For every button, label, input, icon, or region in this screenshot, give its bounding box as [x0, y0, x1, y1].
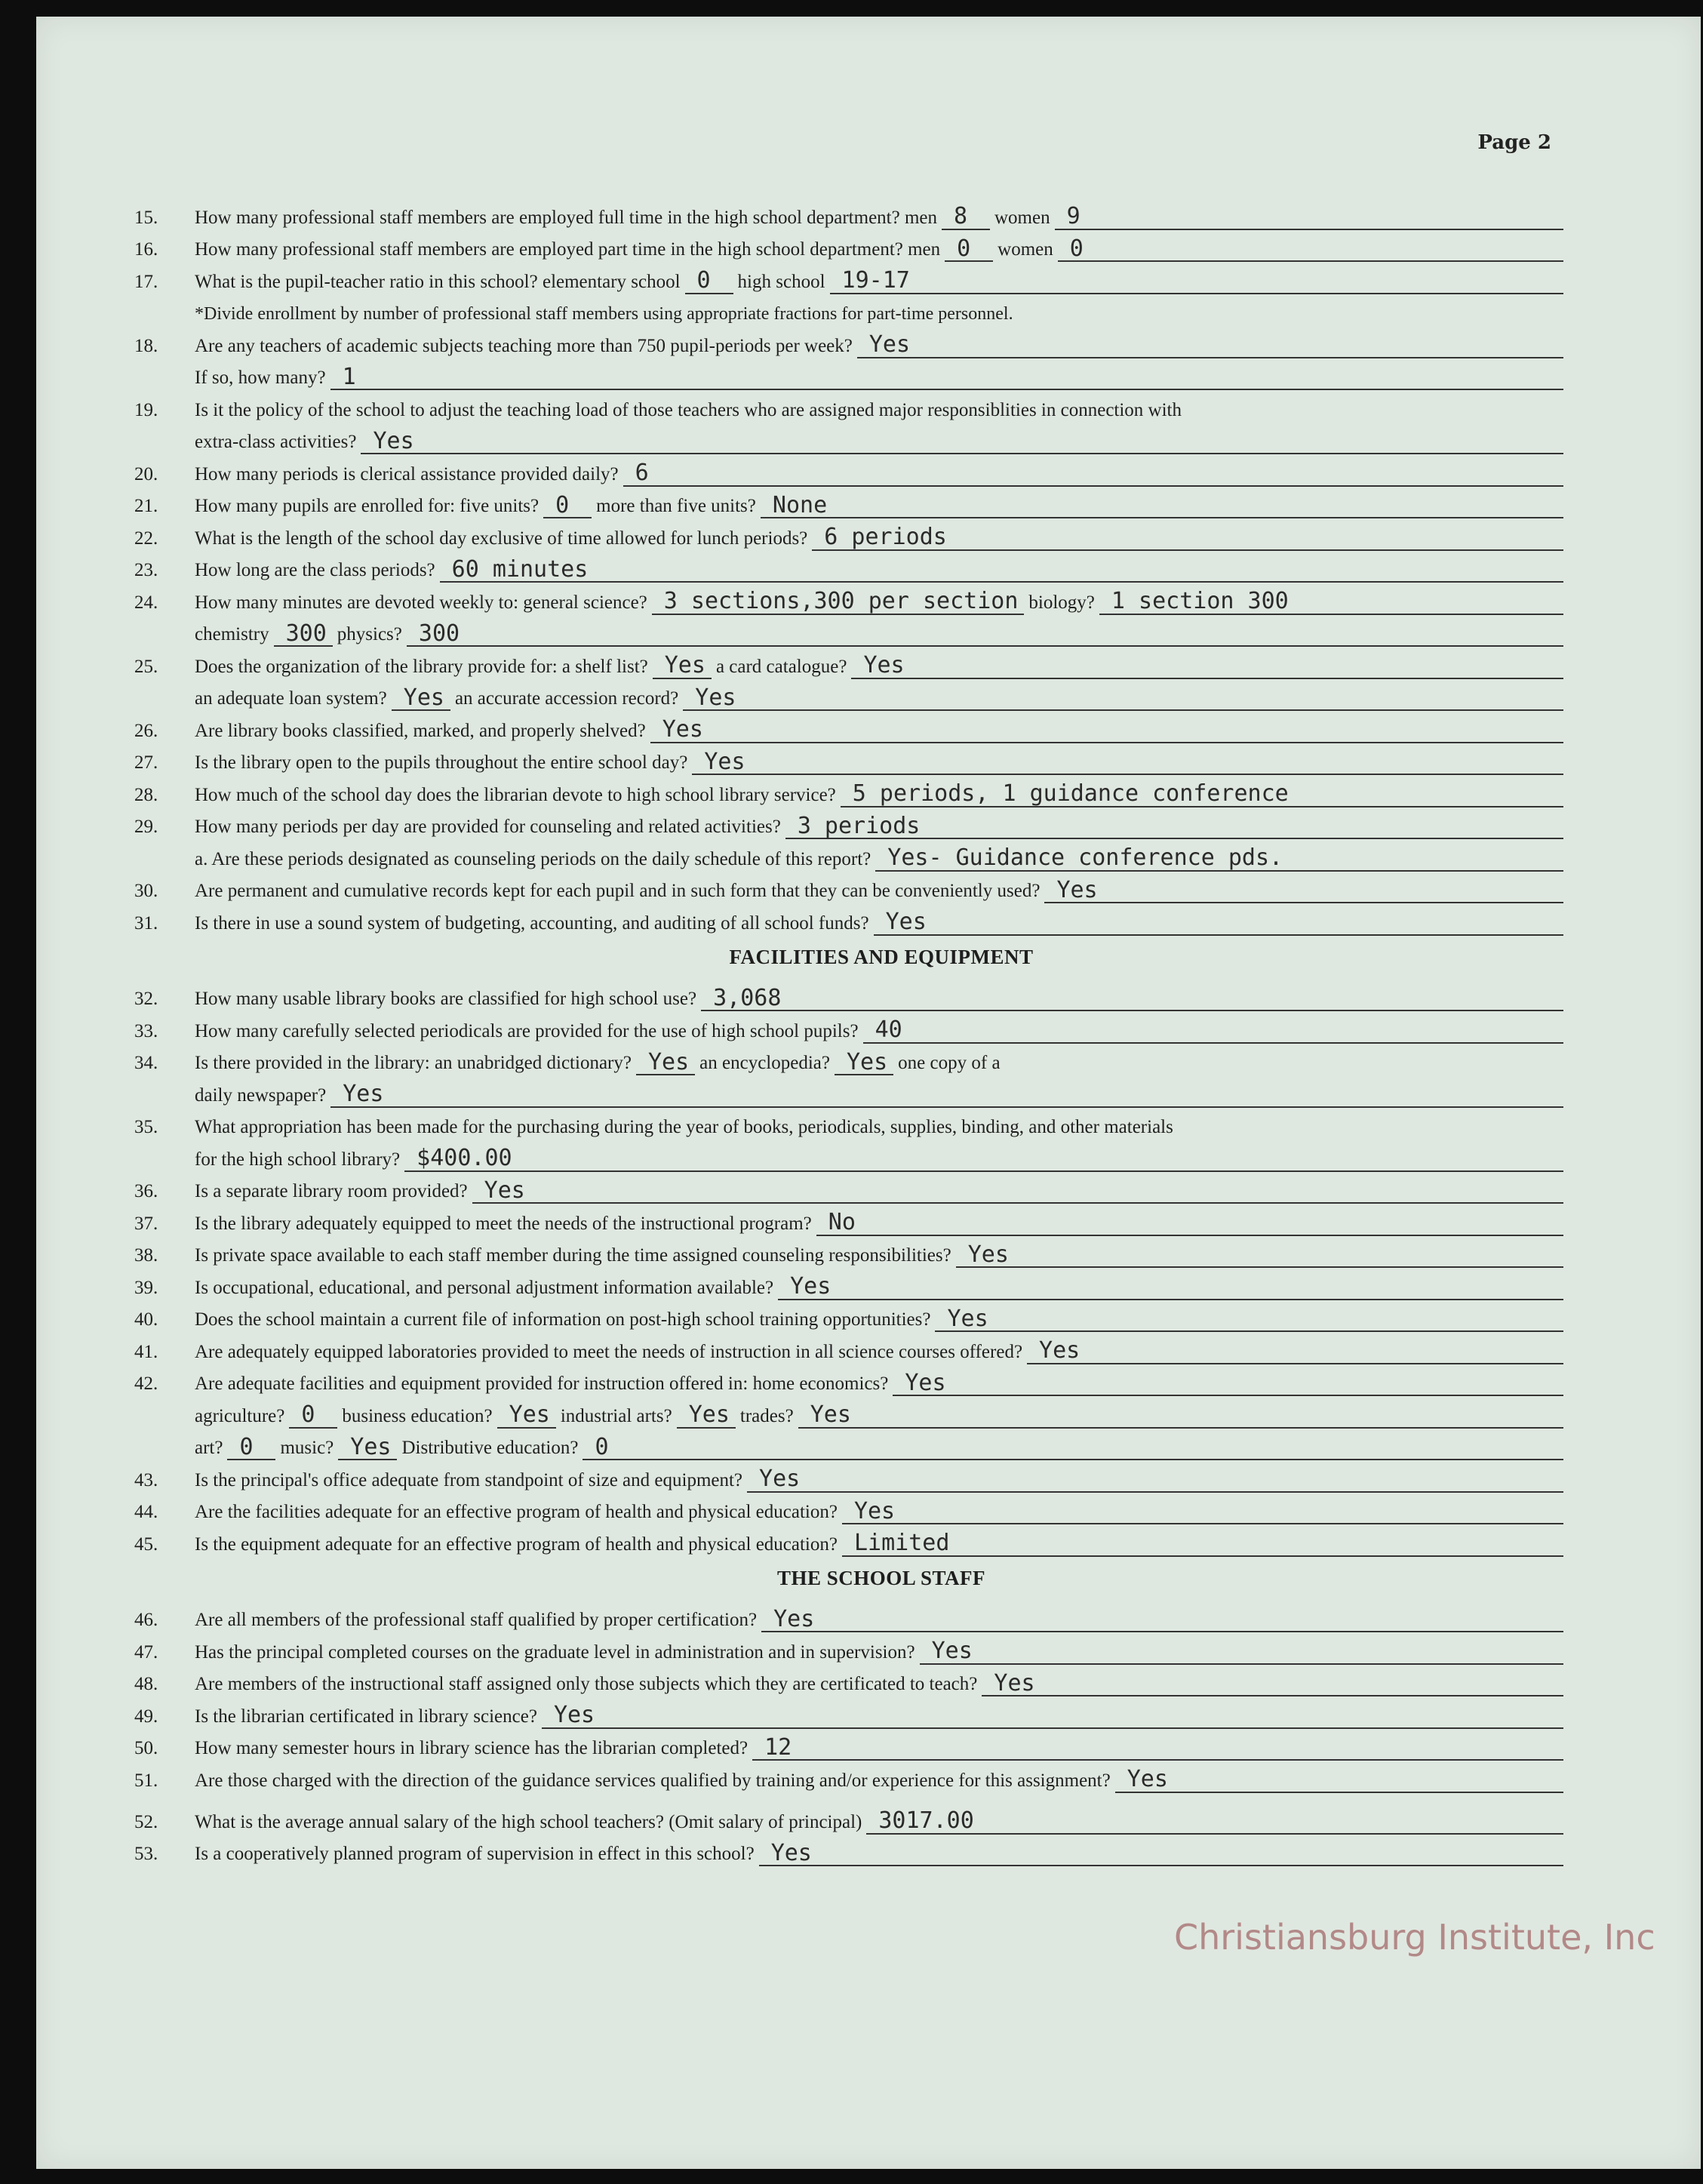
question-text: women [998, 239, 1053, 260]
question-row [134, 1172, 1568, 1204]
answer-field[interactable]: 19-17 [830, 269, 1563, 294]
question-text: trades? [739, 1405, 794, 1426]
question-row [134, 980, 1568, 1012]
question-row [134, 1300, 1568, 1333]
question-text: Is a separate library room provided? [195, 1181, 468, 1201]
answer-field[interactable]: Yes [636, 1050, 695, 1076]
question-row [134, 1108, 1568, 1140]
question-row [134, 1396, 1568, 1429]
question-indent [134, 387, 195, 390]
question-text: Does the school maintain a current file of information on post-high school training opportunities? [195, 1309, 931, 1330]
question-number: 23. [134, 560, 158, 580]
question-text: Distributive education? [401, 1438, 579, 1458]
question-row [134, 518, 1568, 551]
question-text: one copy of a [898, 1053, 1001, 1073]
question-text: Are all members of the professional staff qualified by proper certification? [195, 1610, 758, 1630]
question-text: Are any teachers of academic subjects teaching more than 750 pupil-periods per week? [195, 335, 853, 356]
question-text: a card catalogue? [715, 656, 847, 677]
question-row [134, 647, 1568, 679]
question-row [134, 679, 1568, 712]
question-row [134, 1632, 1568, 1665]
question-text: How many usable library books are classified for high school use? [195, 989, 697, 1009]
question-text: more than five units? [596, 496, 756, 516]
question-row [134, 1696, 1568, 1729]
question-row [134, 1729, 1568, 1761]
question-text: Does the organization of the library provide for: a shelf list? [195, 656, 648, 677]
question-row [134, 1364, 1568, 1397]
answer-field[interactable]: Yes [692, 750, 1563, 776]
answer-field[interactable]: Yes [982, 1672, 1563, 1697]
question-text: How many professional staff members are employed full time in the high school department? men [195, 207, 937, 228]
question-row [134, 807, 1568, 840]
question-row [134, 1332, 1568, 1364]
question-number: 33. [134, 1020, 158, 1041]
question-number: 29. [134, 817, 158, 837]
answer-field[interactable]: 0 [227, 1435, 275, 1461]
question-text: art? [195, 1438, 223, 1458]
answer-field[interactable]: Yes [935, 1307, 1563, 1333]
question-row [134, 1793, 1568, 1835]
question-number: 18. [134, 335, 158, 356]
question-text: Are library books classified, marked, and properly shelved? [195, 720, 646, 741]
question-row [134, 262, 1568, 294]
question-text: Is there provided in the library: an unabridged dictionary? [195, 1053, 632, 1073]
question-text: What is the pupil-teacher ratio in this school? elementary school [195, 271, 681, 292]
question-text: a. Are these periods designated as counseling periods on the daily schedule of this report? [195, 848, 871, 869]
question-text: Is the principal's office adequate from standpoint of size and equipment? [195, 1469, 743, 1490]
question-indent [134, 644, 195, 647]
answer-field[interactable]: Yes [1027, 1339, 1563, 1364]
question-row [134, 615, 1568, 648]
answer-field[interactable]: Yes- Guidance conference pds. [875, 846, 1563, 872]
question-row [134, 839, 1568, 872]
question-row [134, 1140, 1568, 1172]
question-number: 36. [134, 1181, 158, 1201]
question-row [134, 1761, 1568, 1793]
answer-field[interactable]: Yes [778, 1275, 1563, 1300]
question-indent [134, 1426, 195, 1429]
watermark: Christiansburg Institute, Inc [1174, 1917, 1655, 1958]
answer-field[interactable]: 0 [685, 269, 733, 294]
page-number: Page 2 [1477, 131, 1551, 154]
question-number: 26. [134, 720, 158, 741]
answer-field[interactable]: 300 [407, 622, 1563, 648]
answer-field[interactable]: 0 [583, 1435, 1563, 1461]
question-text: If so, how many? [195, 368, 326, 388]
question-row [134, 1493, 1568, 1525]
answer-field[interactable]: Limited [842, 1531, 1563, 1557]
question-text: How many periods per day are provided for counseling and related activities? [195, 817, 781, 837]
answer-field[interactable]: 3017.00 [866, 1809, 1563, 1835]
question-number: 53. [134, 1844, 158, 1864]
question-row [134, 1236, 1568, 1269]
answer-field[interactable]: 8 [942, 205, 990, 230]
answer-field[interactable]: Yes [759, 1841, 1563, 1867]
question-text: How many carefully selected periodicals are provided for the use of high school pupils? [195, 1020, 859, 1041]
question-text: physics? [337, 624, 402, 644]
question-text: business education? [342, 1405, 493, 1426]
question-row [134, 390, 1568, 423]
question-row [134, 775, 1568, 807]
answer-field[interactable]: 1 section 300 [1099, 589, 1563, 615]
question-indent [134, 1457, 195, 1460]
question-row [134, 198, 1568, 230]
question-text: Is it the policy of the school to adjust the teaching load of those teachers who are assigned major responsiblities in connection with [195, 399, 1182, 420]
question-text: Is the library adequately equipped to meet the needs of the instructional program? [195, 1213, 812, 1234]
answer-field[interactable]: 5 periods, 1 guidance conference [841, 782, 1563, 807]
question-row [134, 1665, 1568, 1697]
answer-field[interactable]: 0 [289, 1403, 337, 1429]
question-number: 52. [134, 1811, 158, 1832]
answer-field[interactable]: 3,068 [701, 986, 1563, 1012]
question-number: 30. [134, 881, 158, 901]
question-row [134, 1204, 1568, 1236]
question-text: women [994, 207, 1050, 228]
question-number: 47. [134, 1641, 158, 1663]
question-row [134, 294, 1568, 327]
question-number: 21. [134, 496, 158, 516]
answer-field[interactable]: 0 [543, 494, 592, 519]
question-text: How long are the class periods? [195, 560, 435, 580]
question-text: Are members of the instructional staff assigned only those subjects which they are certificated to teach? [195, 1674, 978, 1694]
question-text: extra-class activities? [195, 432, 357, 452]
question-number: 50. [134, 1738, 158, 1758]
section-heading: FACILITIES AND EQUIPMENT [729, 946, 1034, 968]
question-number: 38. [134, 1245, 158, 1266]
answer-field[interactable]: 60 minutes [440, 558, 1563, 583]
question-text: agriculture? [195, 1405, 285, 1426]
question-text: Is the equipment adequate for an effective program of health and physical education? [195, 1533, 838, 1555]
question-text: How many semester hours in library science has the librarian completed? [195, 1738, 749, 1758]
question-number: 40. [134, 1309, 158, 1330]
question-number: 34. [134, 1053, 158, 1073]
question-number: 45. [134, 1533, 158, 1555]
question-row [134, 423, 1568, 455]
question-text: What appropriation has been made for the purchasing during the year of books, periodicals, supplies, binding, and other materials [195, 1117, 1173, 1137]
questionnaire [134, 198, 1568, 1866]
question-row [134, 903, 1568, 936]
question-indent [134, 451, 195, 454]
answer-field[interactable]: 0 [945, 237, 993, 263]
question-text: What is the length of the school day exclusive of time allowed for lunch periods? [195, 528, 808, 549]
answer-field[interactable]: Yes [956, 1243, 1563, 1269]
answer-field[interactable]: Yes [1044, 878, 1563, 904]
answer-field[interactable]: Yes [747, 1467, 1563, 1493]
question-text: Are permanent and cumulative records kept for each pupil and in such form that they can be conveniently used? [195, 881, 1041, 901]
question-text: an adequate loan system? [195, 688, 387, 709]
question-text: How much of the school day does the librarian devote to high school library service? [195, 784, 836, 805]
question-text: How many periods is clerical assistance provided daily? [195, 463, 619, 484]
question-text: Is the librarian certificated in library science? [195, 1706, 537, 1727]
question-number: 42. [134, 1373, 158, 1394]
question-row [134, 583, 1568, 615]
question-number: 44. [134, 1502, 158, 1522]
answer-field[interactable]: Yes [857, 333, 1563, 358]
answer-field[interactable]: Yes [683, 686, 1563, 712]
answer-field[interactable]: Yes [761, 1607, 1563, 1633]
answer-field[interactable]: 1 [330, 365, 1563, 391]
answer-field[interactable]: None [761, 494, 1563, 519]
question-row [134, 1268, 1568, 1300]
question-text: Is private space available to each staff member during the time assigned counseling responsibilities? [195, 1245, 951, 1266]
question-text: Are the facilities adequate for an effective program of health and physical education? [195, 1502, 838, 1522]
question-number: 22. [134, 528, 158, 549]
form-page [36, 17, 1701, 2169]
answer-field[interactable]: Yes [798, 1403, 1563, 1429]
question-row [134, 1075, 1568, 1108]
answer-field[interactable]: No [816, 1210, 1563, 1236]
question-number: 15. [134, 207, 158, 228]
question-row [134, 1835, 1568, 1867]
question-number: 28. [134, 784, 158, 805]
question-number: 17. [134, 271, 158, 292]
answer-field[interactable]: 12 [752, 1736, 1563, 1761]
answer-field[interactable]: Yes [842, 1500, 1563, 1525]
question-row [134, 487, 1568, 519]
question-indent [134, 323, 195, 326]
question-row [134, 1044, 1568, 1076]
question-text: How many professional staff members are employed part time in the high school department? men [195, 239, 941, 260]
question-number: 39. [134, 1277, 158, 1298]
answer-field[interactable]: Yes [650, 718, 1563, 743]
answer-field[interactable]: Yes [851, 654, 1563, 679]
question-row [134, 551, 1568, 583]
question-text: an encyclopedia? [699, 1053, 830, 1073]
question-text: What is the average annual salary of the high school teachers? (Omit salary of principal) [195, 1811, 862, 1832]
question-number: 20. [134, 463, 158, 484]
answer-field[interactable]: 9 [1055, 205, 1563, 230]
answer-field[interactable]: $400.00 [404, 1146, 1563, 1172]
question-text: daily newspaper? [195, 1084, 327, 1106]
answer-field[interactable]: Yes [392, 686, 450, 712]
answer-field[interactable]: 3 sections,300 per section [652, 589, 1025, 615]
question-number: 46. [134, 1610, 158, 1630]
answer-field[interactable]: Yes [497, 1403, 556, 1429]
answer-field[interactable]: Yes [542, 1703, 1563, 1729]
answer-field[interactable]: Yes [653, 654, 712, 679]
question-text: an accurate accession record? [454, 688, 679, 709]
answer-field[interactable]: 300 [274, 622, 333, 648]
question-text: Are adequately equipped laboratories provided to meet the needs of instruction in all science courses offered? [195, 1341, 1023, 1362]
question-indent [134, 708, 195, 711]
question-number: 48. [134, 1674, 158, 1694]
answer-field[interactable]: 3 periods [785, 814, 1563, 840]
question-text: music? [280, 1438, 334, 1458]
question-text: Is there in use a sound system of budgeting, accounting, and auditing of all school funds? [195, 912, 869, 934]
question-indent [134, 1169, 195, 1172]
answer-field[interactable]: Yes [835, 1050, 893, 1076]
answer-field[interactable]: Yes [330, 1082, 1563, 1108]
answer-field[interactable]: Yes [361, 429, 1563, 455]
question-number: 24. [134, 592, 158, 613]
question-row [134, 1011, 1568, 1044]
question-text: industrial arts? [560, 1405, 672, 1426]
question-row [134, 1524, 1568, 1557]
question-row [134, 872, 1568, 904]
question-row [134, 454, 1568, 487]
question-text: Has the principal completed courses on the graduate level in administration and in supervision? [195, 1641, 915, 1663]
question-row [134, 743, 1568, 776]
question-row [134, 326, 1568, 358]
answer-field[interactable]: 0 [1058, 237, 1563, 263]
answer-field[interactable]: Yes [338, 1435, 397, 1461]
answer-field[interactable]: Yes [472, 1179, 1563, 1204]
answer-field[interactable]: 6 periods [812, 525, 1563, 551]
question-number: 41. [134, 1341, 158, 1362]
question-text: Is the library open to the pupils throughout the entire school day? [195, 752, 688, 773]
question-row [134, 1601, 1568, 1633]
question-number: 37. [134, 1213, 158, 1234]
question-number: 25. [134, 656, 158, 677]
question-number: 19. [134, 399, 158, 420]
question-number: 16. [134, 239, 158, 260]
answer-field[interactable]: Yes [1115, 1767, 1563, 1793]
question-text: Is a cooperatively planned program of supervision in effect in this school? [195, 1844, 755, 1864]
question-row [134, 230, 1568, 263]
answer-field[interactable]: Yes [874, 910, 1563, 936]
question-indent [134, 869, 195, 872]
question-number: 49. [134, 1706, 158, 1727]
answer-field[interactable]: 40 [863, 1018, 1563, 1044]
question-text: biology? [1028, 592, 1095, 613]
question-text: Are those charged with the direction of the guidance services qualified by training and/or experience for this assignment? [195, 1770, 1111, 1791]
question-text: How many minutes are devoted weekly to: general science? [195, 592, 647, 613]
footnote: *Divide enrollment by number of professional staff members using appropriate fractions for part-time personnel. [195, 304, 1013, 324]
question-number: 27. [134, 752, 158, 773]
question-text: chemistry [195, 624, 269, 644]
question-text: Is occupational, educational, and personal adjustment information available? [195, 1277, 774, 1298]
question-text: Are adequate facilities and equipment provided for instruction offered in: home economics? [195, 1373, 889, 1394]
question-number: 31. [134, 912, 158, 934]
question-number: 35. [134, 1117, 158, 1137]
question-text: for the high school library? [195, 1149, 401, 1170]
question-row [134, 1460, 1568, 1493]
answer-field[interactable]: Yes [893, 1371, 1563, 1397]
question-indent [134, 1105, 195, 1108]
question-number: 43. [134, 1469, 158, 1490]
answer-field[interactable]: Yes [677, 1403, 736, 1429]
answer-field[interactable]: 6 [623, 461, 1563, 487]
question-number: 32. [134, 989, 158, 1009]
section-heading: THE SCHOOL STAFF [776, 1567, 986, 1589]
question-row [134, 358, 1568, 391]
question-text: How many pupils are enrolled for: five units? [195, 496, 539, 516]
question-row [134, 711, 1568, 743]
answer-field[interactable]: Yes [920, 1639, 1563, 1665]
question-number: 51. [134, 1770, 158, 1791]
question-text: high school [737, 271, 825, 292]
question-row [134, 1429, 1568, 1461]
